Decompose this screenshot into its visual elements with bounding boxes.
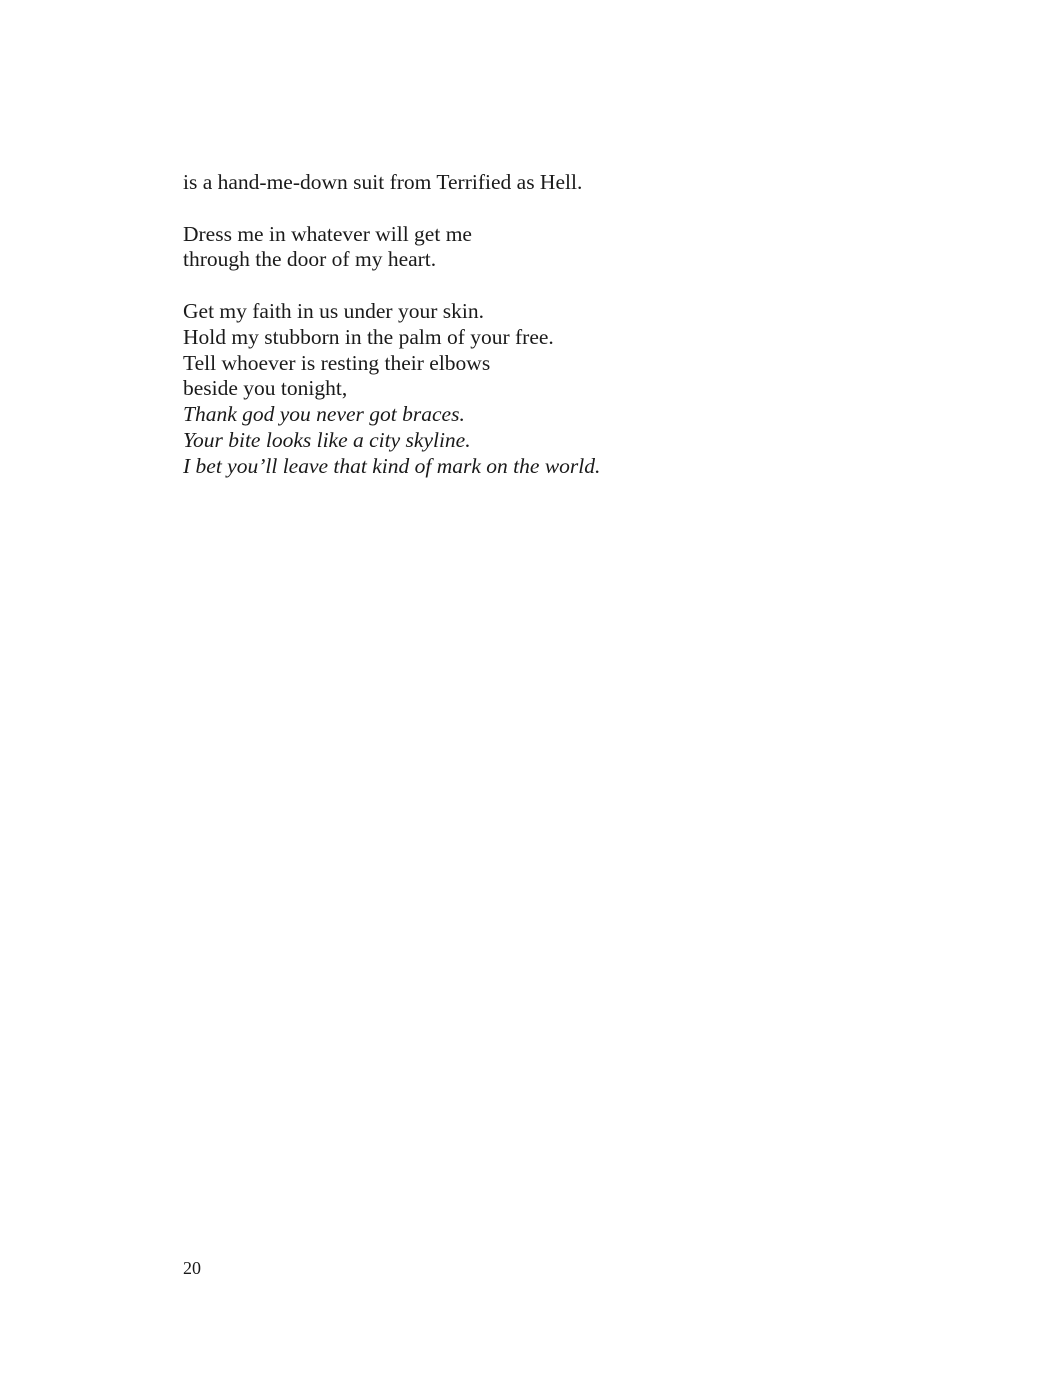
- poem-line: Get my faith in us under your skin.: [183, 298, 484, 323]
- poem-line: Hold my stubborn in the palm of your free.: [183, 324, 554, 349]
- poem-line: Dress me in whatever will get me: [183, 221, 472, 246]
- stanza-3: [183, 299, 783, 480]
- poem-line-italic: I bet you’ll leave that kind of mark on the world.: [183, 453, 601, 478]
- poem-line-italic: Thank god you never got braces.: [183, 402, 465, 427]
- page-number: 20: [183, 1258, 201, 1278]
- poem-line: is a hand-me-down suit from Terrified as Hell.: [183, 170, 583, 194]
- stanza-2: [183, 222, 783, 274]
- poem-line: through the door of my heart.: [183, 247, 437, 272]
- poem-line: beside you tonight,: [183, 376, 348, 401]
- poem-body: [183, 170, 783, 505]
- poem-line-italic: Your bite looks like a city skyline.: [183, 427, 471, 452]
- poem-line: Tell whoever is resting their elbows: [183, 350, 491, 375]
- stanza-1: [183, 170, 783, 196]
